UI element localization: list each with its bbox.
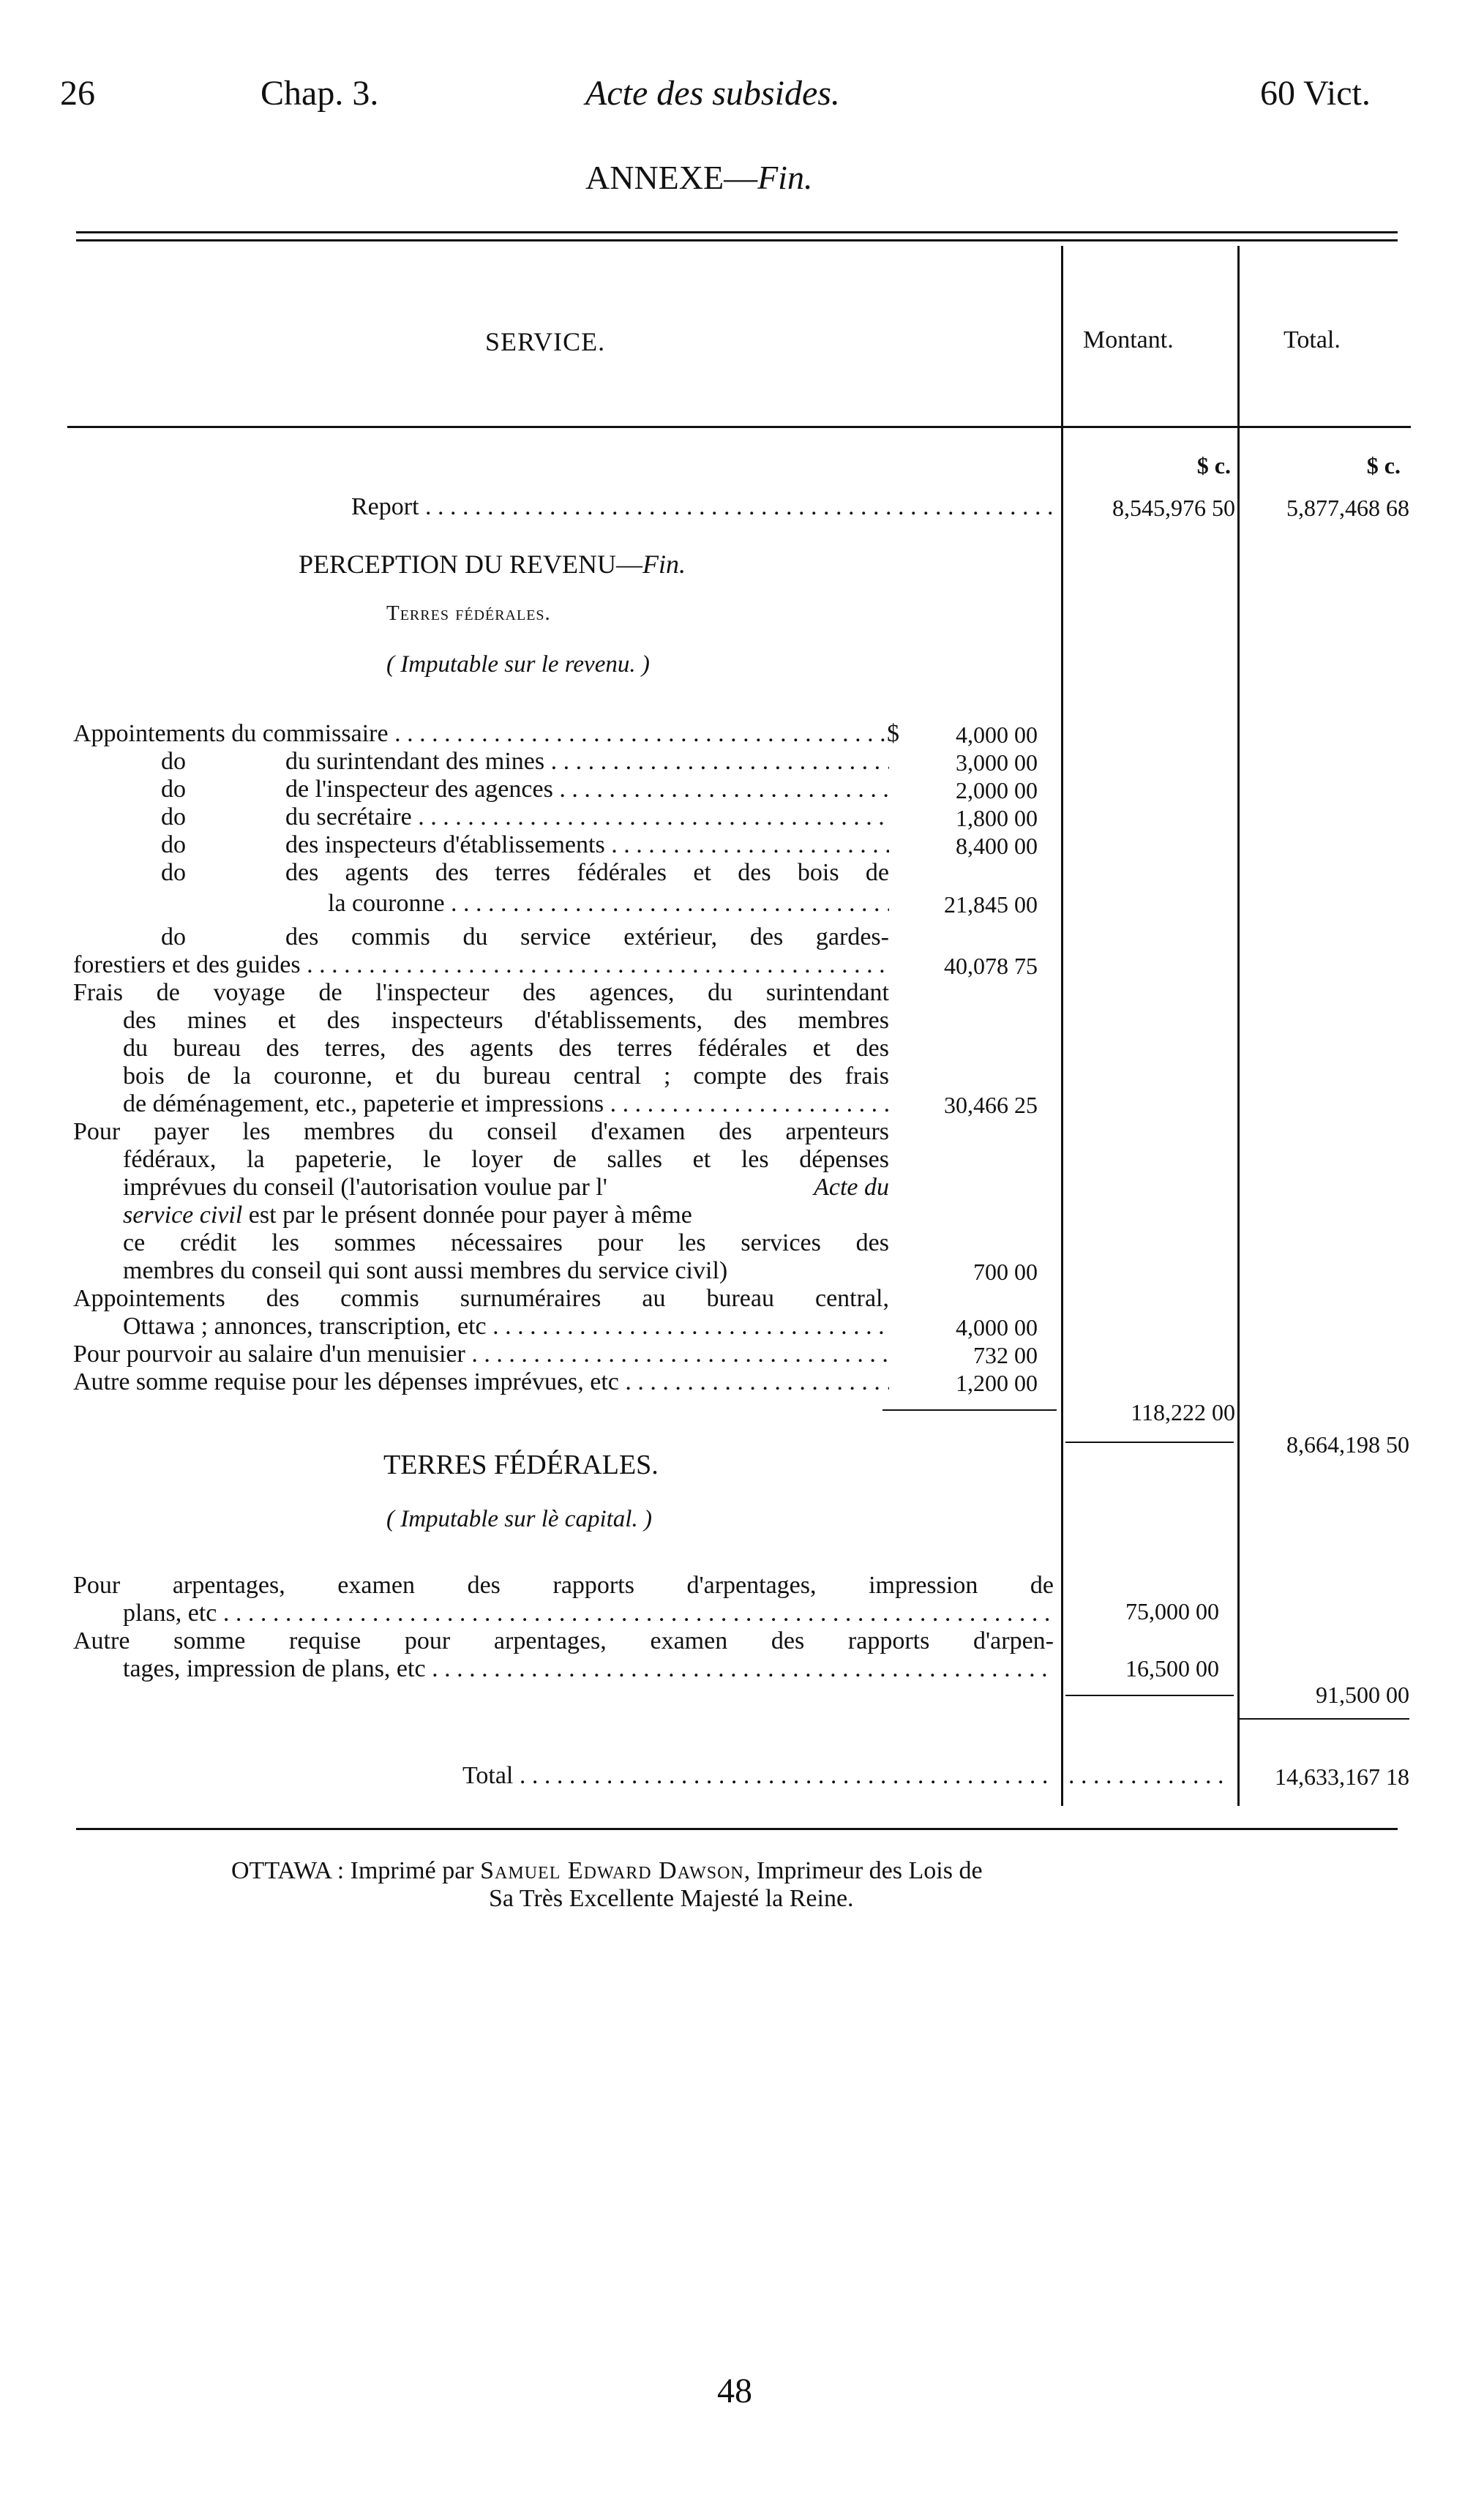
item-amount: 732 00: [973, 1342, 1038, 1368]
section-subtitle-terres: Terres fédérales.: [386, 601, 551, 625]
report-total: 5,877,468 68: [1286, 495, 1409, 521]
list-item-cont: Ottawa ; annonces, transcription, etc . . .: [123, 1313, 889, 1341]
imprint-line-1: OTTAWA : Imprimé par Samuel Edward Dawson, Imprimeur des Lois de: [231, 1857, 983, 1884]
report-label: Report . . .: [351, 493, 1055, 521]
column-header-total: Total.: [1283, 326, 1341, 353]
column-header-montant: Montant.: [1083, 326, 1174, 353]
list-item-cont: service civil est par le présent donnée pour payer à même: [123, 1202, 692, 1229]
item-amount: 2,000 00: [956, 777, 1038, 803]
list-item: Pour payer les membres du conseil d'examen des arpenteurs: [73, 1118, 889, 1145]
list-item-cont: plans, etc . . .: [123, 1600, 1054, 1627]
section2-subtotal: 91,500 00: [1316, 1682, 1409, 1708]
montant-rule: [1065, 1442, 1234, 1443]
section-title-perception: PERCEPTION DU REVENU—Fin.: [299, 550, 686, 579]
list-item: Pour arpentages, examen des rapports d'arpentages, impression de: [73, 1572, 1054, 1599]
item-amount: 4,000 00: [956, 721, 1038, 748]
item-amount: 8,400 00: [956, 833, 1038, 859]
item-amount: 1,200 00: [956, 1370, 1038, 1396]
list-item: du secrétaire . . .: [285, 803, 889, 831]
footer-page-number: 48: [717, 2372, 752, 2410]
ditto-mark: do: [161, 748, 186, 775]
ditto-mark: do: [161, 923, 186, 951]
section-note-revenu: ( Imputable sur le revenu. ): [386, 651, 650, 678]
item-amount: 21,845 00: [944, 891, 1038, 918]
list-item: Frais de voyage de l'inspecteur des agences, du surintendant: [73, 979, 889, 1006]
column-header-service: SERVICE.: [485, 327, 606, 356]
list-item: Autre somme requise pour arpentages, examen des rapports d'arpen-: [73, 1627, 1054, 1654]
section1-subtotal: 118,222 00: [1131, 1399, 1235, 1425]
ditto-mark: do: [161, 859, 186, 886]
list-item-cont: membres du conseil qui sont aussi membres du service civil): [123, 1257, 728, 1284]
list-item-cont: bois de la couronne, et du bureau central ; compte des frais: [123, 1062, 889, 1090]
item-amount: 30,466 25: [944, 1092, 1038, 1118]
list-item-cont: forestiers et des guides . . .: [73, 951, 889, 979]
chapter-label: Chap. 3.: [261, 74, 379, 113]
act-title: Acte des subsides.: [585, 74, 840, 113]
grand-total-value: 14,633,167 18: [1275, 1764, 1409, 1790]
bottom-rule: [76, 1828, 1398, 1830]
list-item: du surintendant des mines . . .: [285, 748, 889, 776]
item-amount: 700 00: [973, 1259, 1038, 1285]
column-rule-montant: [1061, 246, 1063, 1806]
list-item: Appointements du commissaire . . .: [73, 720, 889, 748]
list-item-cont: tages, impression de plans, etc . . .: [123, 1655, 1054, 1683]
total-rule: [1240, 1718, 1409, 1720]
grand-total-label: Total . . .: [462, 1762, 1055, 1790]
section2-item-amount: 75,000 00: [1125, 1598, 1219, 1624]
ditto-mark: do: [161, 803, 186, 831]
page-number: 26: [60, 74, 95, 113]
currency-total: $ c.: [1366, 452, 1401, 479]
currency-montant: $ c.: [1196, 452, 1231, 479]
list-item: Appointements des commis surnuméraires au bureau central,: [73, 1285, 889, 1312]
regnal-year: 60 Vict.: [1260, 74, 1371, 113]
list-item-cont: de déménagement, etc., papeterie et impressions . . .: [123, 1090, 889, 1118]
section2-rule: [1065, 1695, 1234, 1696]
subtotal-rule: [882, 1409, 1057, 1411]
list-item: Pour pourvoir au salaire d'un menuisier . . .: [73, 1341, 889, 1368]
list-item: des inspecteurs d'établissements . . .: [285, 831, 889, 859]
ditto-mark: do: [161, 831, 186, 858]
top-rule-2: [76, 239, 1398, 241]
section2-item-amount: 16,500 00: [1125, 1655, 1219, 1682]
list-item-cont: ce crédit les sommes nécessaires pour les services des: [123, 1229, 889, 1256]
list-item-cont: la couronne . . .: [328, 890, 889, 918]
report-montant: 8,545,976 50: [1112, 495, 1235, 521]
list-item: des agents des terres fédérales et des bois de: [285, 859, 889, 886]
list-item-cont: des mines et des inspecteurs d'établissements, des membres: [123, 1007, 889, 1034]
annexe-title: ANNEXE—Fin.: [585, 159, 813, 196]
column-rule-total: [1237, 246, 1240, 1806]
item-amount: 40,078 75: [944, 953, 1038, 979]
list-item-cont: fédéraux, la papeterie, le loyer de salles et les dépenses: [123, 1146, 889, 1173]
header-rule: [67, 426, 1411, 428]
list-item-cont: imprévues du conseil (l'autorisation voulue par l' Acte du: [123, 1174, 889, 1201]
section-note-capital: ( Imputable sur lè capital. ): [386, 1506, 652, 1532]
running-total: 8,664,198 50: [1286, 1431, 1409, 1458]
section-title-terres: TERRES FÉDÉRALES.: [383, 1450, 659, 1480]
grand-total-leader: [1068, 1762, 1231, 1790]
dollar-sign: $: [887, 720, 899, 747]
list-item: Autre somme requise pour les dépenses imprévues, etc . . .: [73, 1368, 889, 1396]
ditto-mark: do: [161, 776, 186, 803]
item-amount: 4,000 00: [956, 1314, 1038, 1341]
top-rule: [76, 231, 1398, 233]
item-amount: 1,800 00: [956, 805, 1038, 831]
list-item: de l'inspecteur des agences . . .: [285, 776, 889, 803]
list-item: des commis du service extérieur, des gardes-: [285, 923, 889, 951]
list-item-cont: du bureau des terres, des agents des terres fédérales et des: [123, 1035, 889, 1062]
imprint-line-2: Sa Très Excellente Majesté la Reine.: [489, 1885, 854, 1912]
item-amount: 3,000 00: [956, 749, 1038, 776]
